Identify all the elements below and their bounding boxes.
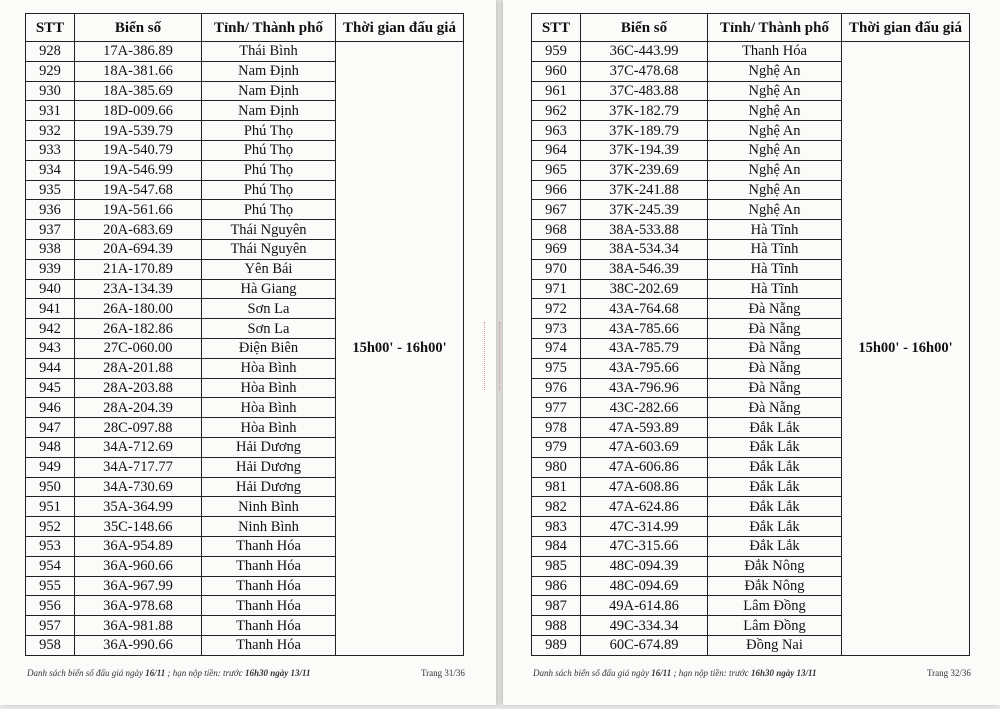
- row-province: Phú Thọ: [202, 200, 336, 220]
- row-stt: 931: [26, 101, 75, 121]
- row-stt: 973: [532, 319, 581, 339]
- row-stt: 945: [26, 378, 75, 398]
- header-province: Tỉnh/ Thành phố: [202, 14, 336, 42]
- row-stt: 928: [26, 42, 75, 62]
- row-plate: 28A-201.88: [75, 358, 202, 378]
- row-province: Sơn La: [202, 299, 336, 319]
- row-plate: 18A-381.66: [75, 61, 202, 81]
- row-province: Sơn La: [202, 319, 336, 339]
- row-stt: 937: [26, 220, 75, 240]
- row-stt: 934: [26, 160, 75, 180]
- footer-deadline: 16h30 ngày 13/11: [244, 668, 311, 678]
- row-province: Đắk Lắk: [708, 437, 842, 457]
- row-stt: 955: [26, 576, 75, 596]
- row-province: Nam Định: [202, 81, 336, 101]
- table-header-row: [532, 14, 970, 42]
- document-page-right: [503, 0, 1000, 705]
- page-number: Trang 32/36: [927, 668, 971, 678]
- row-stt: 960: [532, 61, 581, 81]
- row-stt: 939: [26, 259, 75, 279]
- row-plate: 47A-606.86: [581, 457, 708, 477]
- row-plate: 37K-245.39: [581, 200, 708, 220]
- row-province: Đắk Nông: [708, 556, 842, 576]
- header-time: Thời gian đấu giá: [842, 14, 970, 42]
- row-stt: 944: [26, 358, 75, 378]
- row-province: Đắk Lắk: [708, 477, 842, 497]
- table-row: [532, 42, 970, 62]
- row-plate: 48C-094.39: [581, 556, 708, 576]
- footer-auction-date: 16/11: [145, 668, 166, 678]
- header-plate: Biển số: [75, 14, 202, 42]
- row-stt: 936: [26, 200, 75, 220]
- row-stt: 963: [532, 121, 581, 141]
- header-province: Tỉnh/ Thành phố: [708, 14, 842, 42]
- row-province: Đà Nẵng: [708, 338, 842, 358]
- row-stt: 967: [532, 200, 581, 220]
- row-plate: 19A-539.79: [75, 121, 202, 141]
- row-plate: 43A-764.68: [581, 299, 708, 319]
- row-province: Đắk Lắk: [708, 418, 842, 438]
- row-stt: 983: [532, 517, 581, 537]
- row-province: Hòa Bình: [202, 418, 336, 438]
- row-plate: 43A-785.66: [581, 319, 708, 339]
- row-plate: 49C-334.34: [581, 616, 708, 636]
- row-stt: 965: [532, 160, 581, 180]
- row-stt: 935: [26, 180, 75, 200]
- row-stt: 952: [26, 517, 75, 537]
- row-province: Thái Bình: [202, 42, 336, 62]
- row-plate: 18A-385.69: [75, 81, 202, 101]
- row-province: Đắk Lắk: [708, 517, 842, 537]
- row-plate: 34A-730.69: [75, 477, 202, 497]
- row-province: Đắk Lắk: [708, 497, 842, 517]
- row-plate: 28A-203.88: [75, 378, 202, 398]
- row-plate: 28C-097.88: [75, 418, 202, 438]
- row-plate: 48C-094.69: [581, 576, 708, 596]
- table-row: [26, 42, 464, 62]
- row-stt: 957: [26, 616, 75, 636]
- row-plate: 38A-546.39: [581, 259, 708, 279]
- table-header-row: [26, 14, 464, 42]
- footer-note: [533, 668, 816, 678]
- row-plate: 37C-483.88: [581, 81, 708, 101]
- row-stt: 979: [532, 437, 581, 457]
- footer-auction-date: 16/11: [651, 668, 672, 678]
- row-stt: 947: [26, 418, 75, 438]
- row-stt: 940: [26, 279, 75, 299]
- row-plate: 36A-967.99: [75, 576, 202, 596]
- row-stt: 981: [532, 477, 581, 497]
- row-plate: 37K-241.88: [581, 180, 708, 200]
- row-province: Phú Thọ: [202, 121, 336, 141]
- row-stt: 933: [26, 140, 75, 160]
- row-plate: 21A-170.89: [75, 259, 202, 279]
- row-province: Đà Nẵng: [708, 378, 842, 398]
- row-province: Thanh Hóa: [202, 596, 336, 616]
- header-plate: Biển số: [581, 14, 708, 42]
- row-province: Thanh Hóa: [202, 635, 336, 655]
- row-province: Nghệ An: [708, 81, 842, 101]
- row-province: Đà Nẵng: [708, 398, 842, 418]
- row-plate: 19A-561.66: [75, 200, 202, 220]
- row-stt: 942: [26, 319, 75, 339]
- row-plate: 36A-990.66: [75, 635, 202, 655]
- row-plate: 38A-533.88: [581, 220, 708, 240]
- row-province: Điện Biên: [202, 338, 336, 358]
- row-stt: 986: [532, 576, 581, 596]
- document-page-left: [0, 0, 496, 705]
- row-plate: 36C-443.99: [581, 42, 708, 62]
- row-province: Lâm Đồng: [708, 596, 842, 616]
- row-province: Hải Dương: [202, 437, 336, 457]
- row-plate: 36A-978.68: [75, 596, 202, 616]
- row-stt: 989: [532, 635, 581, 655]
- row-province: Nam Định: [202, 101, 336, 121]
- row-province: Nghệ An: [708, 121, 842, 141]
- row-plate: 38A-534.34: [581, 239, 708, 259]
- footer-note-middle: ; hạn nộp tiền: trước: [167, 668, 243, 678]
- row-plate: 60C-674.89: [581, 635, 708, 655]
- row-province: Hà Tĩnh: [708, 239, 842, 259]
- row-plate: 36A-954.89: [75, 536, 202, 556]
- row-plate: 37K-239.69: [581, 160, 708, 180]
- row-province: Đắk Lắk: [708, 457, 842, 477]
- row-plate: 35A-364.99: [75, 497, 202, 517]
- row-stt: 987: [532, 596, 581, 616]
- row-plate: 43C-282.66: [581, 398, 708, 418]
- row-plate: 26A-182.86: [75, 319, 202, 339]
- row-province: Lâm Đồng: [708, 616, 842, 636]
- footer-note-middle: ; hạn nộp tiền: trước: [673, 668, 749, 678]
- row-province: Hà Tĩnh: [708, 220, 842, 240]
- auction-time-cell: 15h00' - 16h00': [336, 42, 464, 656]
- row-plate: 37K-194.39: [581, 140, 708, 160]
- row-stt: 978: [532, 418, 581, 438]
- row-province: Nam Định: [202, 61, 336, 81]
- row-province: Đà Nẵng: [708, 319, 842, 339]
- page-number: Trang 31/36: [421, 668, 465, 678]
- row-province: Thái Nguyên: [202, 239, 336, 259]
- plate-table: [531, 13, 970, 656]
- row-stt: 962: [532, 101, 581, 121]
- row-province: Hòa Bình: [202, 378, 336, 398]
- row-province: Thanh Hóa: [202, 536, 336, 556]
- row-stt: 949: [26, 457, 75, 477]
- row-province: Đồng Nai: [708, 635, 842, 655]
- row-stt: 948: [26, 437, 75, 457]
- row-stt: 966: [532, 180, 581, 200]
- row-plate: 47A-603.69: [581, 437, 708, 457]
- row-plate: 43A-795.66: [581, 358, 708, 378]
- row-stt: 943: [26, 338, 75, 358]
- row-plate: 26A-180.00: [75, 299, 202, 319]
- row-stt: 950: [26, 477, 75, 497]
- row-province: Nghệ An: [708, 180, 842, 200]
- row-stt: 953: [26, 536, 75, 556]
- row-plate: 49A-614.86: [581, 596, 708, 616]
- row-province: Đà Nẵng: [708, 299, 842, 319]
- auction-time-cell: 15h00' - 16h00': [842, 42, 970, 656]
- header-time: Thời gian đấu giá: [336, 14, 464, 42]
- row-stt: 974: [532, 338, 581, 358]
- footer-deadline: 16h30 ngày 13/11: [750, 668, 817, 678]
- row-province: Đắk Lắk: [708, 536, 842, 556]
- row-province: Hòa Bình: [202, 398, 336, 418]
- row-province: Thanh Hóa: [202, 556, 336, 576]
- row-plate: 47C-314.99: [581, 517, 708, 537]
- header-stt: STT: [532, 14, 581, 42]
- row-province: Thanh Hóa: [708, 42, 842, 62]
- row-province: Phú Thọ: [202, 180, 336, 200]
- row-plate: 23A-134.39: [75, 279, 202, 299]
- row-plate: 20A-683.69: [75, 220, 202, 240]
- row-stt: 968: [532, 220, 581, 240]
- row-plate: 18D-009.66: [75, 101, 202, 121]
- row-stt: 985: [532, 556, 581, 576]
- row-province: Ninh Bình: [202, 497, 336, 517]
- row-plate: 43A-796.96: [581, 378, 708, 398]
- row-plate: 34A-712.69: [75, 437, 202, 457]
- row-stt: 958: [26, 635, 75, 655]
- footer-note-prefix: Danh sách biển số đấu giá ngày: [533, 668, 649, 678]
- row-province: Yên Bái: [202, 259, 336, 279]
- header-stt: STT: [26, 14, 75, 42]
- row-plate: 35C-148.66: [75, 517, 202, 537]
- row-plate: 34A-717.77: [75, 457, 202, 477]
- row-stt: 956: [26, 596, 75, 616]
- row-plate: 20A-694.39: [75, 239, 202, 259]
- row-province: Đà Nẵng: [708, 358, 842, 378]
- row-stt: 930: [26, 81, 75, 101]
- row-stt: 988: [532, 616, 581, 636]
- row-stt: 980: [532, 457, 581, 477]
- row-stt: 929: [26, 61, 75, 81]
- row-plate: 36A-981.88: [75, 616, 202, 636]
- row-province: Hòa Bình: [202, 358, 336, 378]
- row-plate: 17A-386.89: [75, 42, 202, 62]
- row-province: Hải Dương: [202, 477, 336, 497]
- row-stt: 951: [26, 497, 75, 517]
- row-stt: 959: [532, 42, 581, 62]
- footer-note: [27, 668, 310, 678]
- row-stt: 975: [532, 358, 581, 378]
- row-plate: 37C-478.68: [581, 61, 708, 81]
- row-plate: 43A-785.79: [581, 338, 708, 358]
- row-province: Ninh Bình: [202, 517, 336, 537]
- row-stt: 969: [532, 239, 581, 259]
- row-province: Đắk Nông: [708, 576, 842, 596]
- row-plate: 38C-202.69: [581, 279, 708, 299]
- row-province: Nghệ An: [708, 140, 842, 160]
- row-stt: 976: [532, 378, 581, 398]
- row-plate: 19A-540.79: [75, 140, 202, 160]
- row-province: Nghệ An: [708, 61, 842, 81]
- red-stamp-mark: [484, 322, 500, 390]
- row-stt: 972: [532, 299, 581, 319]
- row-plate: 47A-624.86: [581, 497, 708, 517]
- row-plate: 28A-204.39: [75, 398, 202, 418]
- footer-note-prefix: Danh sách biển số đấu giá ngày: [27, 668, 143, 678]
- row-plate: 37K-189.79: [581, 121, 708, 141]
- row-province: Thanh Hóa: [202, 616, 336, 636]
- row-province: Thái Nguyên: [202, 220, 336, 240]
- row-province: Hà Giang: [202, 279, 336, 299]
- row-stt: 961: [532, 81, 581, 101]
- row-province: Hải Dương: [202, 457, 336, 477]
- row-stt: 964: [532, 140, 581, 160]
- row-stt: 941: [26, 299, 75, 319]
- row-plate: 36A-960.66: [75, 556, 202, 576]
- row-plate: 19A-546.99: [75, 160, 202, 180]
- row-province: Hà Tĩnh: [708, 279, 842, 299]
- row-stt: 954: [26, 556, 75, 576]
- row-province: Hà Tĩnh: [708, 259, 842, 279]
- row-province: Phú Thọ: [202, 140, 336, 160]
- row-province: Phú Thọ: [202, 160, 336, 180]
- row-stt: 977: [532, 398, 581, 418]
- row-province: Nghệ An: [708, 101, 842, 121]
- row-plate: 47A-593.89: [581, 418, 708, 438]
- row-plate: 37K-182.79: [581, 101, 708, 121]
- row-stt: 970: [532, 259, 581, 279]
- row-stt: 982: [532, 497, 581, 517]
- row-plate: 47A-608.86: [581, 477, 708, 497]
- row-province: Nghệ An: [708, 200, 842, 220]
- row-province: Thanh Hóa: [202, 576, 336, 596]
- row-stt: 946: [26, 398, 75, 418]
- row-plate: 19A-547.68: [75, 180, 202, 200]
- row-plate: 27C-060.00: [75, 338, 202, 358]
- row-stt: 932: [26, 121, 75, 141]
- row-province: Nghệ An: [708, 160, 842, 180]
- row-stt: 984: [532, 536, 581, 556]
- row-stt: 938: [26, 239, 75, 259]
- plate-table: [25, 13, 464, 656]
- row-stt: 971: [532, 279, 581, 299]
- row-plate: 47C-315.66: [581, 536, 708, 556]
